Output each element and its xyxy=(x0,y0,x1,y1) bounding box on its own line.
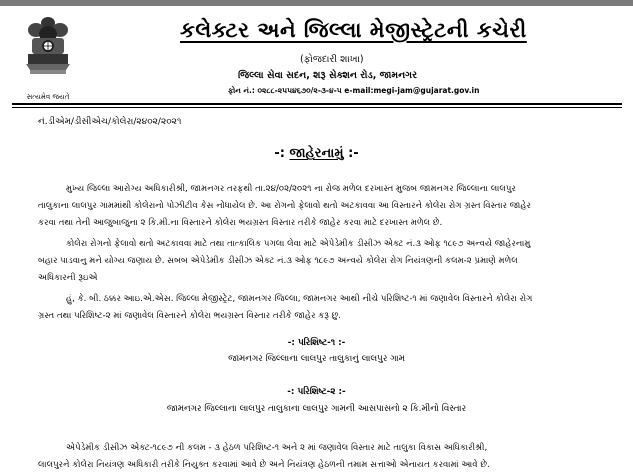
state-emblem-icon xyxy=(22,14,74,88)
office-address: જિલ્લા સેવા સદન, શરૂ સેક્શન રોડ, જામનગર xyxy=(238,70,418,81)
branch-name: (ફોજદારી શાખા) xyxy=(300,54,364,65)
paragraph-line: તાલુકાના લાલપુર ગામમાંથી કોલેરાનો પોઝીટીવ કેસ નોંધાયેલ છે. આ રોગનો ફેલાવો થતો અટકાવવા આ વિસ્તારને કોલેરા રોગ ગ્રસ્ત વિસ્તાર જાહેર xyxy=(38,201,531,211)
header-divider xyxy=(12,103,622,105)
paragraph-1 xyxy=(38,181,603,232)
reference-number: નં.ડીએમ/ડીસીએચ/કોલેરા/૨૪૦૨/૨૦૨૧ xyxy=(38,117,182,127)
paragraph-4 xyxy=(38,440,603,474)
paragraph-line: હું, કે. બી. ઠક્કર આઇ.એ.એસ. જિલ્લા મેજીસ્ટ્રેટ, જામનગર જિલ્લા, જામનગર આથી નીચે પરિશિષ્ટ-૧ માં જણાવેલ વિસ્તારને કોલેરા રોગ xyxy=(66,294,533,304)
paragraph-line: ગ્રસ્ત તથા પરિશિષ્ટ-૨ માં જણાવેલ વિસ્તારને કોલેરા ભયગ્રસ્ત વિસ્તાર તરીકે જાહેર કરૂ છુ. xyxy=(38,311,342,321)
contact-info: ફોન નં.: ૦૨૮૮-૨૫૫૪૬૭૦/૨-૩-૪-૫ e-mail:megi-jam@gujarat.gov.in xyxy=(228,86,480,95)
notice-heading-text: જાહેરનામું xyxy=(289,146,344,161)
paragraph-2 xyxy=(38,236,603,287)
paragraph-3 xyxy=(38,291,603,325)
appendix-1-text: જામનગર જિલ્લાના લાલપુર તાલુકાનું લાલપુર ગામ xyxy=(228,354,405,364)
appendix-1-title: -: પરિશિષ્ટ-૧ :- xyxy=(287,338,346,348)
appendix-2-title: -: પરિશિષ્ટ-૨ :- xyxy=(287,387,346,397)
appendix-2-title-text: પરિશિષ્ટ-૨ xyxy=(297,387,336,397)
office-title: કલેક્ટર અને જિલ્લા મેજીસ્ટ્રેટની કચેરી xyxy=(180,18,527,42)
notice-heading: -: જાહેરનામું :- xyxy=(274,146,359,161)
paragraph-line: બહાર પાડવાનુ મને યોગ્ય જણાય છે. સબબ એપેડેમીક ડીસીઝ એક્ટ નં.૩ ઓફ ૧૮૯૭ અન્વયે કોલેરા રોગ નિયંત્રણની કલમ-૨ પ્રમાણે મળેલ xyxy=(38,256,518,266)
appendix-1-title-text: પરિશિષ્ટ-૧ xyxy=(297,338,336,348)
paragraph-line: એપેડેમીક ડીસીઝ એક્ટ-૧૮૯૭ ની કલમ - ૩ હેઠળ પરિશિષ્ટ-૧ અને ૨ માં જણાવેલ વિસ્તાર માટે તાલુકા વિકાસ અધિકારીશ્રી, xyxy=(66,443,488,453)
paragraph-line: કરવા તથા તેની આજુબાજુના ૨ કિ.મી.ના વિસ્તારને કોલેરા ભયગ્રસ્ત વિસ્તાર તરીકે જાહેર કરવા માટે દરખાસ્ત મળેલ છે. xyxy=(38,218,443,228)
scan-top-edge xyxy=(0,0,633,6)
header-divider-thin xyxy=(12,107,622,108)
paragraph-line: અધિકારની રૂઇએ xyxy=(38,273,98,283)
emblem-motto: સત્યમેવ જયતે xyxy=(26,93,70,101)
paragraph-line: મુખ્ય જિલ્લા આરોગ્ય અધિકારીશ્રી, જામનગર તરફથી તા.૨૪/૦૨/૨૦૨૧ ના રોજ મળેલ દરખાસ્ત મુજબ જામનગર જિલ્લાના લાલપુર xyxy=(66,184,516,194)
appendix-2-text: જામનગર જિલ્લાના લાલપુર તાલુકાના લાલપુર ગામની આસપાસનો ૨ કિ.મીનો વિસ્તાર xyxy=(166,404,467,414)
paragraph-line: કોલેરા રોગનો ફેલાવો થતો અટકાવવા માટે તથા તાત્કાલિક પગલા લેવા માટે એપેડેમીક ડીસીઝ એક્ટ નં.૩ ઓફ ૧૮૯૭ અન્વયે જાહેરનામુ xyxy=(66,239,531,249)
paragraph-line: લાલપુરને કોલેરા નિયંત્રણ અધિકારી તરીકે નિયુક્ત કરવામાં આવે છે અને નિયંત્રણ હેઠળની તમામ સત્તાઓ એનાયત કરવામાં આવે છે. xyxy=(38,460,490,470)
